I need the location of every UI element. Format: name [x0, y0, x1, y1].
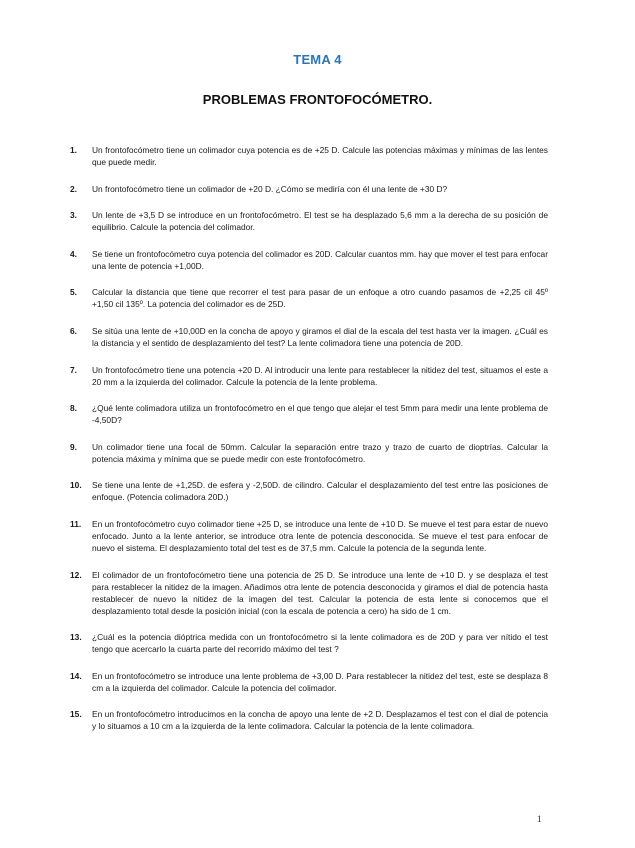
problem-list: [70, 144, 548, 747]
problem-text: Un frontofocómetro tiene una potencia +20 D. Al introducir una lente para restablecer la nitidez del test, situamos el este a 20 mm a la izquierda del colimador. Calcule la potencia de la lente problema.: [92, 364, 548, 387]
problem-item: [70, 441, 548, 465]
problem-text: ¿Cuál es la potencia dióptrica medida con un frontofocómetro si la lente colimadora es de 20D y para ver nítido el test tengo que acercarlo la cuarta parte del recorrido máximo del test ?: [92, 632, 548, 655]
problem-item: [70, 364, 548, 388]
problem-number: 15.: [70, 709, 82, 720]
problem-item: [70, 402, 548, 426]
problem-text: Un colimador tiene una focal de 50mm. Calcular la separación entre trazo y trazo de cuarto de dioptrías. Calcular la potencia máxima y mínima que se puede medir con este frontofocómetro.: [92, 441, 548, 464]
problem-item: [70, 670, 548, 694]
problem-item: [70, 248, 548, 272]
problem-number: 12.: [70, 569, 82, 580]
topic-heading: TEMA 4: [293, 52, 342, 67]
problem-text: Un frontofocómetro tiene un colimador de +20 D. ¿Cómo se mediría con él una lente de +30 D?: [92, 183, 448, 194]
problem-item: [70, 518, 548, 554]
problem-text: Un lente de +3,5 D se introduce en un frontofocómetro. El test se ha desplazado 5,6 mm a la derecha de su posición de equilibrio. Calcule la potencia del colimador.: [92, 210, 548, 233]
problem-number: 11.: [70, 518, 82, 529]
problem-text: El colimador de un frontofocómetro tiene una potencia de 25 D. Se introduce una lente de +10 D. y se desplaza el test para restablecer la nitidez de la imagen. Añadimos otra lente de potencia desconocida y giramos el dial de potencia hasta restablecer de nuevo la nitidez de la imagen del test. Calcular la potencia de esta lente si conocemos que el desplazamiento total desde la posición inicial (con la escala de potencia a cero) ha sido de 1 cm.: [92, 569, 548, 616]
problem-number: 10.: [70, 480, 82, 491]
problem-number: 13.: [70, 632, 82, 643]
problem-number: 4.: [70, 248, 77, 259]
problem-number: 7.: [70, 364, 77, 375]
problem-item: [70, 325, 548, 349]
problem-item: [70, 569, 548, 617]
problem-number: 14.: [70, 670, 82, 681]
problem-number: 1.: [70, 145, 77, 155]
page-title: PROBLEMAS FRONTOFOCÓMETRO.: [202, 92, 433, 107]
problem-text: ¿Qué lente colimadora utiliza un frontofocómetro en el que tengo que alejar el test 5mm para medir una lente problema de -4,50D?: [92, 403, 548, 426]
problem-item: [70, 708, 548, 732]
problem-number: 2.: [70, 183, 77, 194]
problem-item: [70, 286, 548, 310]
problem-text: Se sitúa una lente de +10,00D en la concha de apoyo y giramos el dial de la escala del test hasta ver la imagen. ¿Cuál es la distancia y el sentido de desplazamiento del test? La lente colimadora tiene una potencia de 20D.: [92, 325, 548, 348]
problem-text: En un frontofocómetro introducimos en la concha de apoyo una lente de +2 D. Desplazamos el test con el dial de potencia y lo situamos a 10 cm a la izquierda de la lente colimadora. Calcular la potencia de la lente colimadora.: [92, 709, 548, 732]
problem-text: Un frontofocómetro tiene un colimador cuya potencia es de +25 D. Calcule las potencias máximas y mínimas de las lentes que puede medir.: [92, 145, 548, 167]
problem-text: En un frontofocómetro cuyo colimador tiene +25 D, se introduce una lente de +10 D. Se mueve el test para estar de nuevo enfocado. Junto a la lente anterior, se introduce otra lente de potencia desconocida. Se mueve el test para enfocar de nuevo el sistema. El desplazamiento total del test es de 37,5 mm. Calcule la potencia de la segunda lente.: [92, 518, 548, 553]
problem-item: [70, 479, 548, 503]
problem-item: [70, 631, 548, 655]
problem-number: 3.: [70, 210, 77, 221]
problem-number: 5.: [70, 287, 77, 298]
problem-number: 6.: [70, 325, 77, 336]
problem-text: Calcular la distancia que tiene que recorrer el test para pasar de un enfoque a otro cuando pasamos de +2,25 cil 45º +1,50 cil 135º. La potencia del colimador es de 25D.: [92, 287, 548, 310]
problem-item: [70, 209, 548, 233]
problem-text: Se tiene un frontofocómetro cuya potencia del colimador es 20D. Calcular cuantos mm. hay que mover el test para enfocar una lente de potencia +1,00D.: [92, 248, 548, 271]
problem-number: 9.: [70, 441, 77, 452]
problem-number: 8.: [70, 403, 77, 414]
problem-item: [70, 183, 548, 195]
problem-text: En un frontofocómetro se introduce una lente problema de +3,00 D. Para restablecer la nitidez del test, este se desplaza 8 cm a la izquierda del colimador. Calcule la potencia del colimador.: [92, 670, 548, 693]
problem-text: Se tiene una lente de +1,25D. de esfera y -2,50D. de cilindro. Calcular el desplazamiento del test entre las posiciones de enfoque. (Potencia colimadora 20D.): [92, 480, 548, 503]
problem-item: [70, 144, 548, 168]
page-number: 1: [537, 814, 542, 824]
